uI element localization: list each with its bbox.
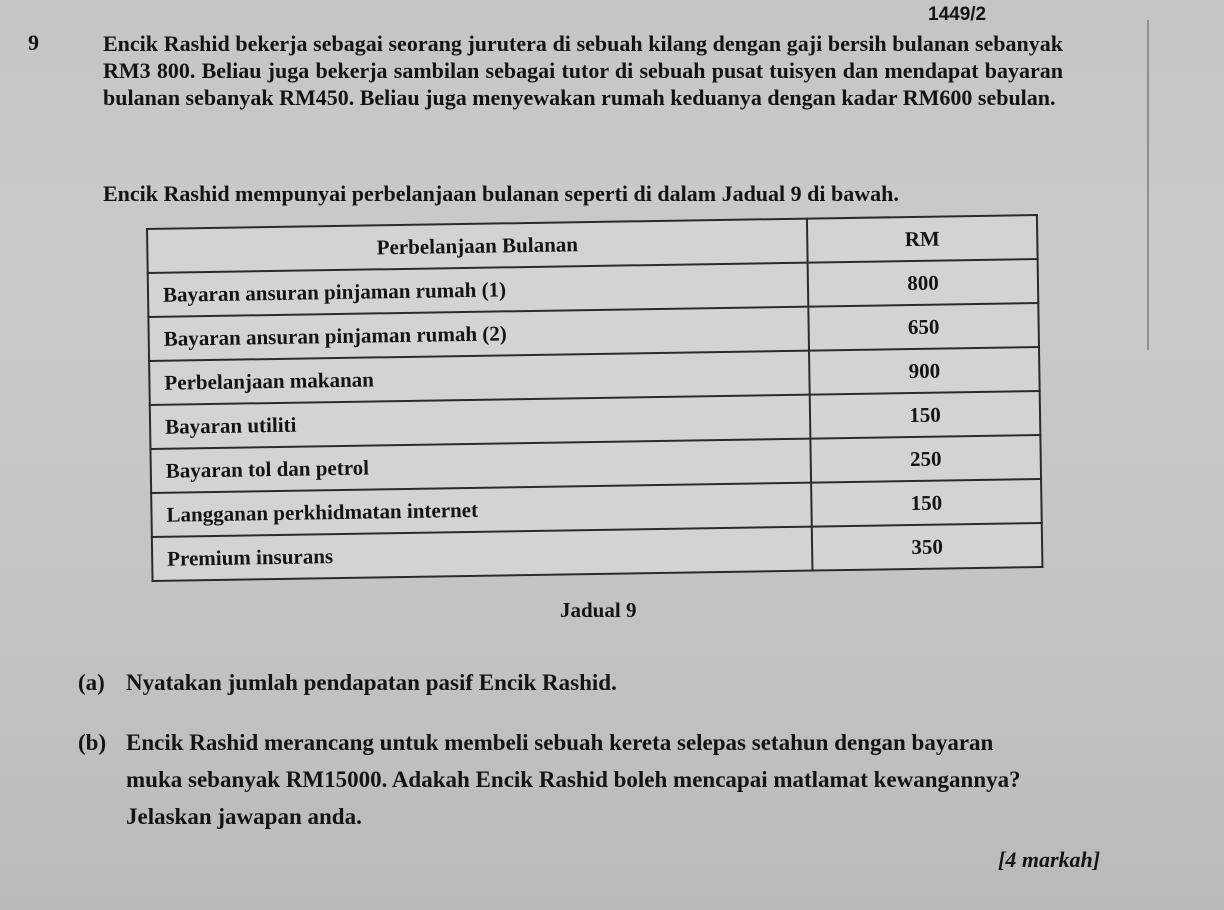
expense-table [146, 214, 1043, 582]
question-intro: Encik Rashid bekerja sebagai seorang jurutera di sebuah kilang dengan gaji bersih bulanan sebanyak RM3 800. Beliau juga bekerja sambilan sebagai tutor di sebuah pusat tuisyen dan mendapat bayaran bulanan sebanyak RM450. Beliau juga menyewakan rumah keduanya dengan kadar RM600 sebulan. [103, 31, 1063, 110]
part-a [78, 670, 617, 696]
part-a-text: Nyatakan jumlah pendapatan pasif Encik Rashid. [126, 670, 617, 695]
part-b-label: (b) [78, 730, 107, 755]
row-value: 800 [808, 259, 1039, 307]
row-label: Bayaran utiliti [150, 395, 811, 449]
expense-table-wrapper [146, 214, 1043, 582]
row-label: Bayaran ansuran pinjaman rumah (1) [148, 263, 809, 317]
row-value: 350 [812, 523, 1043, 571]
header-expense: Perbelanjaan Bulanan [147, 219, 808, 273]
row-label: Bayaran ansuran pinjaman rumah (2) [148, 307, 809, 361]
question-intro-table-ref: Encik Rashid mempunyai perbelanjaan bulanan seperti di dalam Jadual 9 di bawah. [103, 181, 899, 206]
row-value: 650 [808, 303, 1039, 351]
row-value: 150 [810, 391, 1041, 439]
row-label: Langganan perkhidmatan internet [151, 483, 812, 537]
row-value: 250 [810, 435, 1041, 483]
paper-edge-line [1147, 20, 1149, 350]
part-b [78, 724, 1128, 835]
row-label: Perbelanjaan makanan [149, 351, 810, 405]
part-b-line-3: Jelaskan jawapan anda. [126, 804, 362, 829]
paper-code: 1449/2 [928, 4, 987, 25]
header-rm: RM [807, 215, 1038, 263]
part-a-label: (a) [78, 670, 105, 695]
part-b-line-2: muka sebanyak RM15000. Adakah Encik Rashid boleh mencapai matlamat kewangannya? [126, 767, 1021, 792]
table-caption: Jadual 9 [560, 598, 637, 622]
question-number: 9 [28, 30, 39, 55]
row-value: 150 [811, 479, 1042, 527]
row-value: 900 [809, 347, 1040, 395]
marks-allocation: [4 markah] [998, 847, 1101, 872]
row-label: Premium insurans [152, 527, 813, 581]
row-label: Bayaran tol dan petrol [150, 439, 811, 493]
part-b-line-1: Encik Rashid merancang untuk membeli sebuah kereta selepas setahun dengan bayaran [126, 730, 994, 755]
